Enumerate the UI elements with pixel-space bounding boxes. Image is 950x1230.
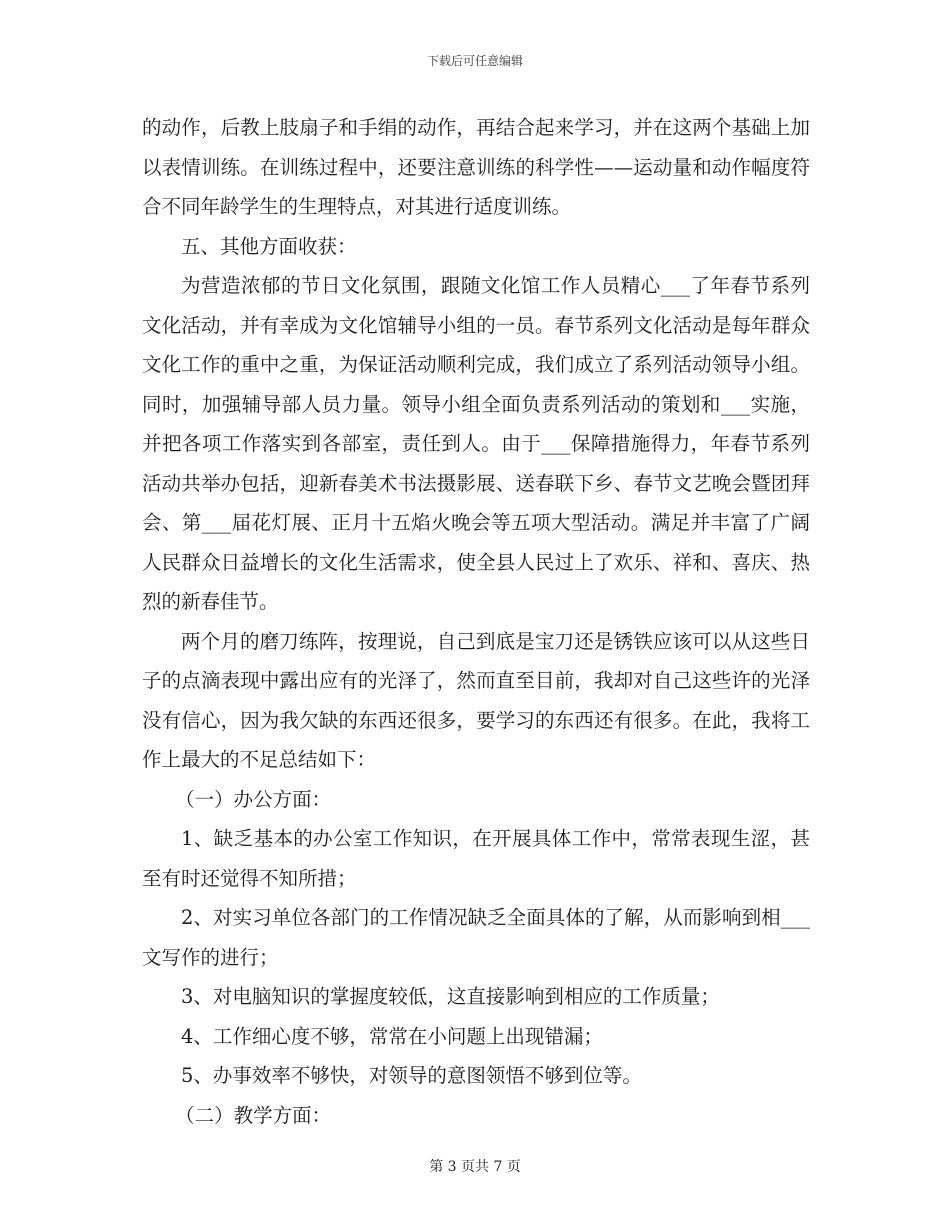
subheading-office: （一）办公方面： <box>175 787 332 811</box>
list-item-office-4: 4、工作细心度不够，常常在小问题上出现错漏； <box>181 1024 603 1048</box>
page-header-note: 下载后可任意编辑 <box>426 54 523 68</box>
paragraph-continuation: 的动作，后教上肢扇子和手绢的动作，再结合起来学习，并在这两个基础上加以表情训练。在训练过程中，还要注意训练的科学性——运动量和动作幅度符合不同年龄学生的生理特点，对其进行适度训练。 <box>142 116 810 218</box>
section-heading-other-gains: 五、其他方面收获： <box>181 234 357 258</box>
paragraph-reflection: 两个月的磨刀练阵，按理说，自己到底是宝刀还是锈铁应该可以从这些日子的点滴表现中露出应有的光泽了，然而直至目前，我却对自己这些许的光泽没有信心，因为我欠缺的东西还很多，要学习的东西还有很多。在此，我将工作上最大的不足总结如下： <box>142 629 810 771</box>
list-item-office-2: 2、对实习单位各部门的工作情况缺乏全面具体的了解，从而影响到相___文写作的进行； <box>142 906 810 969</box>
list-item-office-1: 1、缺乏基本的办公室工作知识，在开展具体工作中，常常表现生涩，甚至有时还觉得不知所措； <box>142 827 810 890</box>
page-number-footer: 第 3 页共 7 页 <box>429 1159 521 1175</box>
list-item-office-3: 3、对电脑知识的掌握度较低，这直接影响到相应的工作质量； <box>181 985 720 1008</box>
document-body <box>142 108 810 1135</box>
list-item-office-5: 5、办事效率不够快，对领导的意图领悟不够到位等。 <box>181 1064 642 1087</box>
subheading-teaching: （二）教学方面： <box>175 1103 332 1127</box>
paragraph-spring-festival: 为营造浓郁的节日文化氛围，跟随文化馆工作人员精心___了年春节系列文化活动，并有幸成为文化馆辅导小组的一员。春节系列文化活动是每年群众文化工作的重中之重，为保证活动顺利完成，我们成立了系列活动领导小组。同时，加强辅导部人员力量。领导小组全面负责系列活动的策划和___实施，并把各项工作落实到各部室，责任到人。由于___保障措施得力，年春节系列活动共举办包括，迎新春美术书法摄影展、送春联下乡、春节文艺晚会暨团拜会、第___届花灯展、正月十五焰火晚会等五项大型活动。满足并丰富了广阔人民群众日益增长的文化生活需求，使全县人民过上了欢乐、祥和、喜庆、热烈的新春佳节。 <box>142 274 810 613</box>
